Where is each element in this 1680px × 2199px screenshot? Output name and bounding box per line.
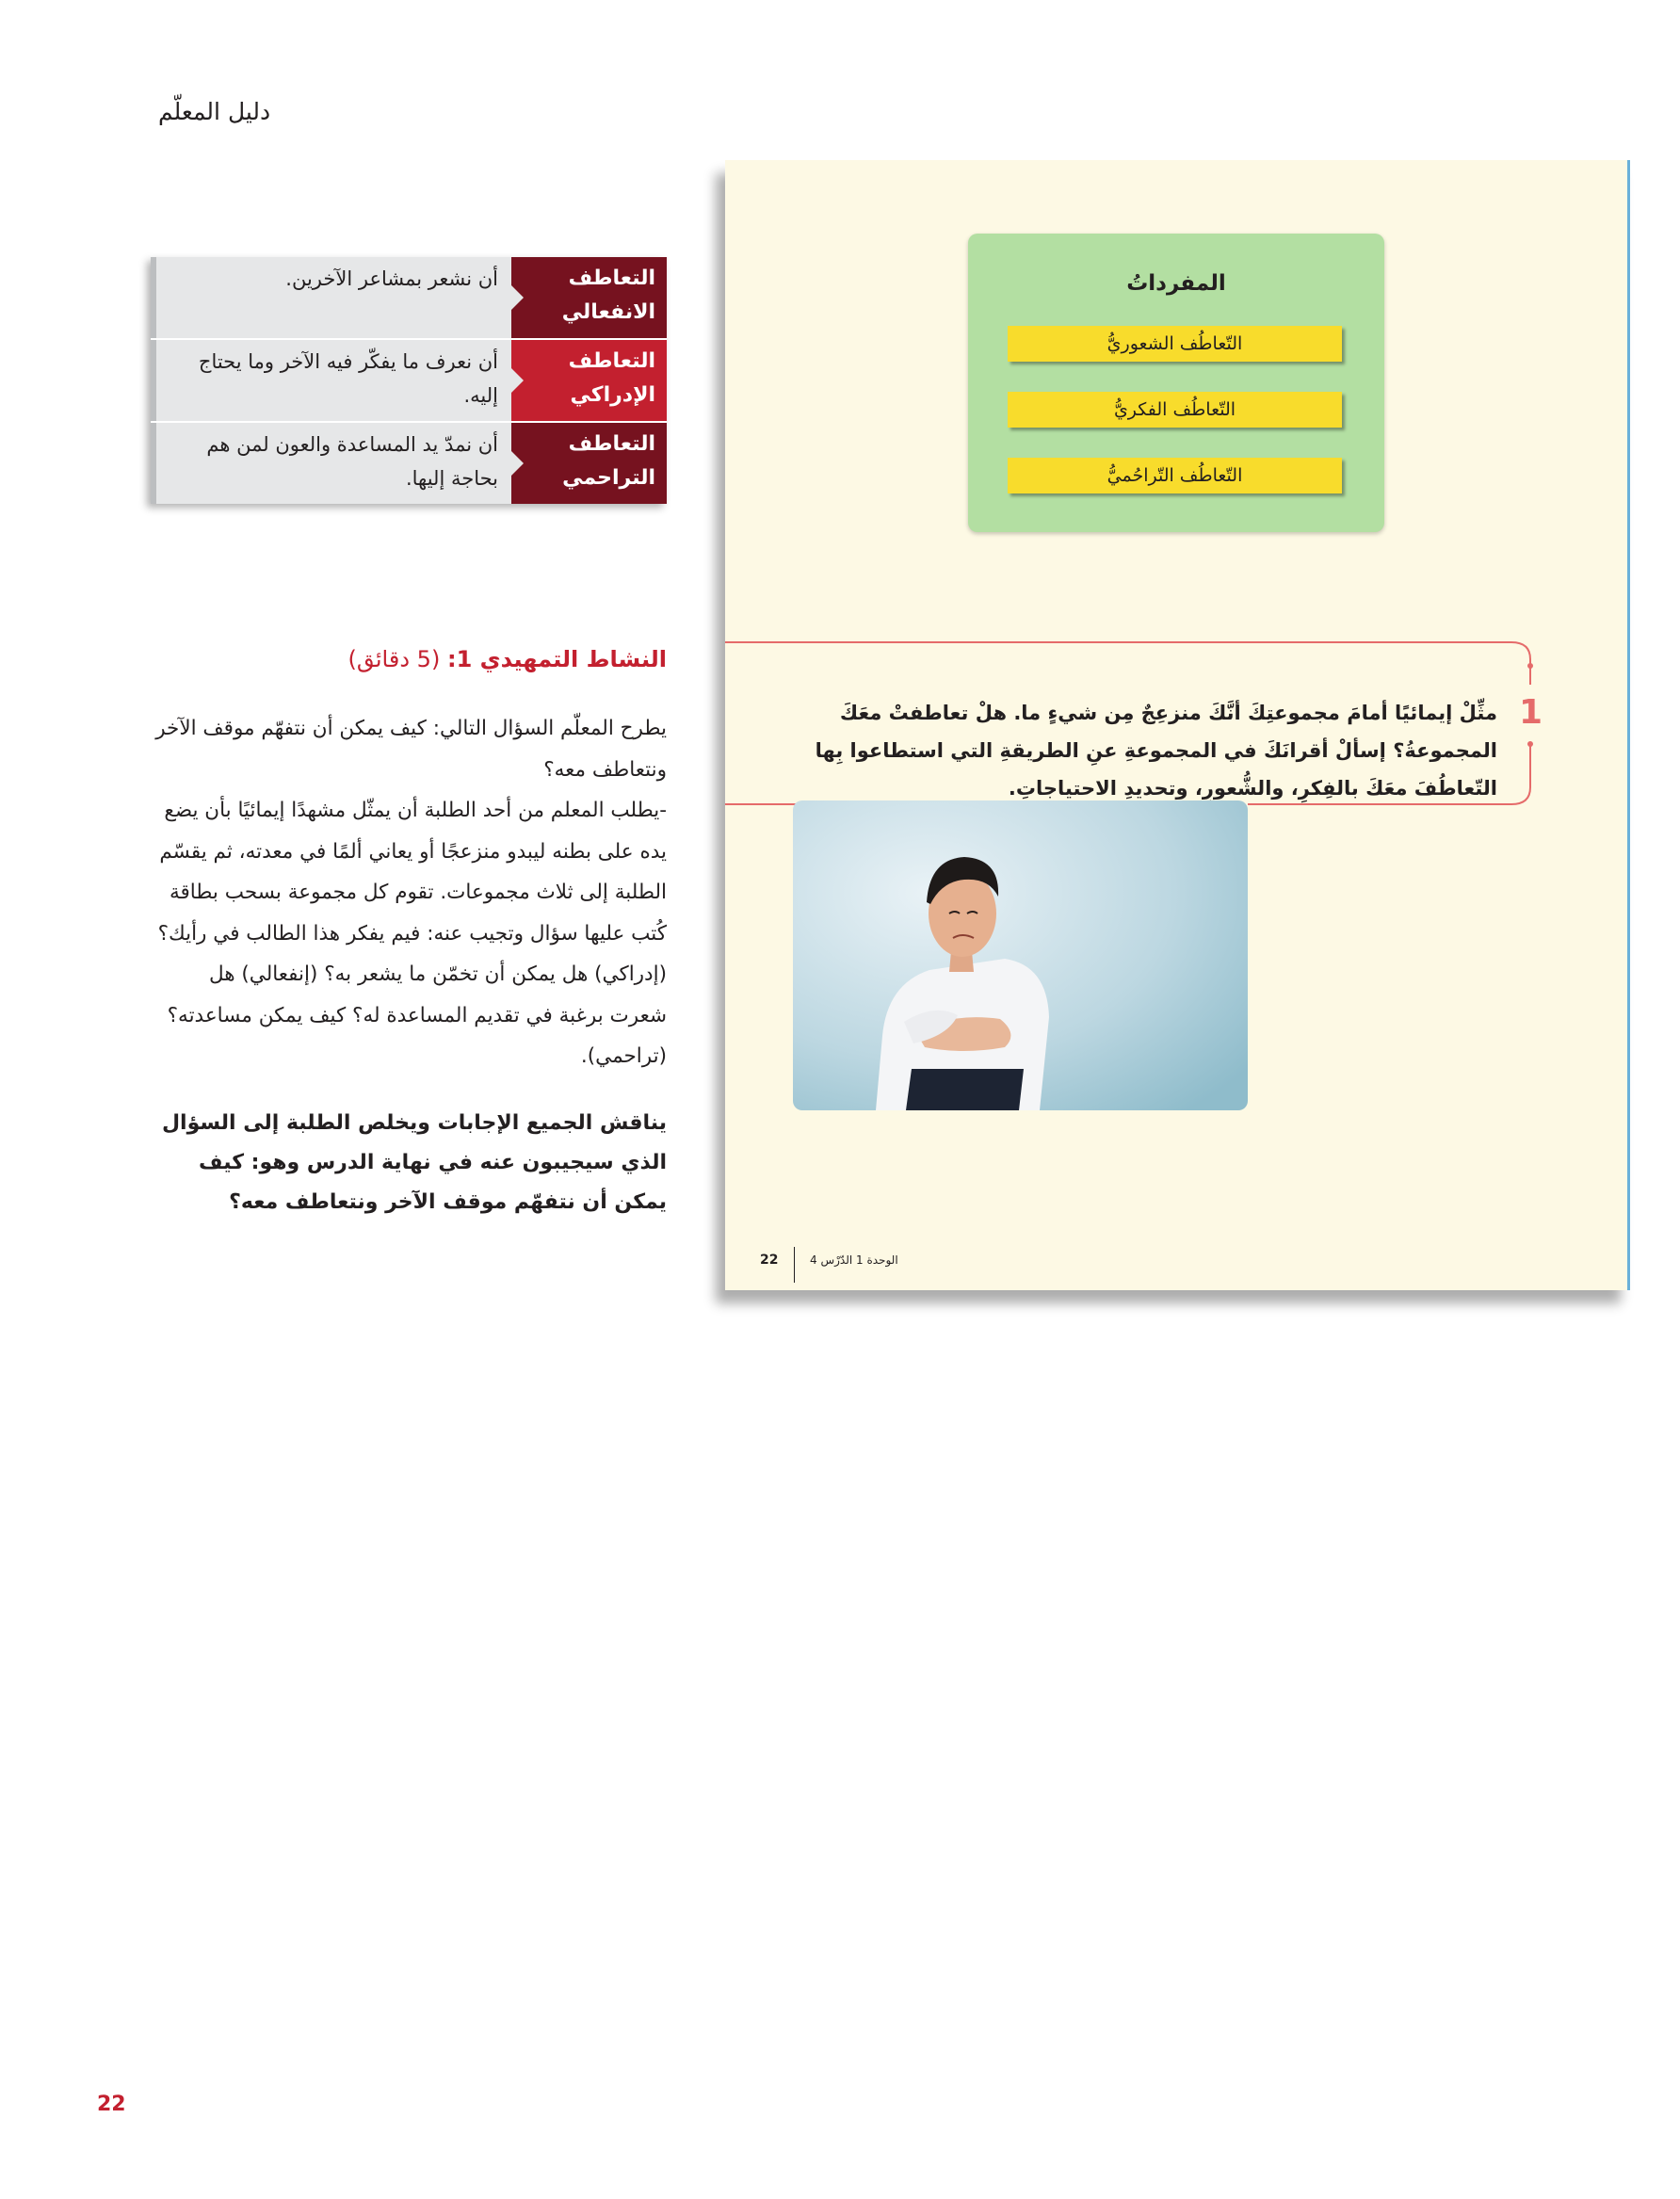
term-notch [510, 450, 524, 477]
vocabulary-item: التّعاطُف التّراحُميُّ [1008, 458, 1342, 493]
question-text: مثِّلْ إيمائيًا أمامَ مجموعتِكَ أنَّكَ منزعِجٌ مِن شيءٍ ما. هلْ تعاطفتْ معَكَ المجموعةُ؟ إسألْ أقرانَكَ في المجموعةِ عنِ الطريقةِ التي استطاعوا بِها التّعاطُفَ معَكَ بالفِكرِ، والشُّعورِ، وتحديدِ الاحتياجاتِ. [815, 702, 1497, 800]
activity-title-bold: النشاط التمهيدي 1: [446, 646, 667, 672]
term-notch [510, 284, 524, 311]
definition-row-cognitive [151, 340, 667, 421]
footer-separator [794, 1247, 795, 1283]
activity-paragraph-1: يطرح المعلّم السؤال التالي: كيف يمكن أن نتفهّم موقف الآخر ونتعاطف معه؟ [155, 717, 667, 782]
definition-row-compassionate [151, 423, 667, 504]
activity-title [151, 646, 667, 672]
term-label: التعاطف التراحمي [562, 432, 655, 490]
definition-term [511, 340, 667, 421]
teacher-guide-label: دليل المعلّم [158, 98, 271, 125]
vocabulary-title: المفرداتُ [1126, 271, 1226, 296]
term-label: التعاطف الانفعالي [561, 267, 655, 324]
teacher-page-number: 22 [97, 2093, 126, 2116]
vocabulary-item: التّعاطُف الفكريُّ [1008, 392, 1342, 428]
definition-text: أن نعرف ما يفكّر فيه الآخر وما يحتاج إليه. [151, 340, 511, 421]
definition-term [511, 423, 667, 504]
unit-lesson-label: الوحدة 1 الدّرْس 4 [810, 1253, 898, 1267]
term-notch [510, 367, 524, 394]
student-stomach-ache-photo [793, 800, 1248, 1110]
definition-term [511, 257, 667, 338]
student-page-number: 22 [760, 1253, 779, 1268]
definition-row-emotional [151, 257, 667, 338]
student-page [725, 160, 1630, 1290]
activity-paragraph-2: -يطلب المعلم من أحد الطلبة أن يمثّل مشهدًا إيمائيًا بأن يضع يده على بطنه ليبدو منزعجًا أو يعاني ألمًا في معدته، ثم يقسّم الطلبة إلى ثلاث مجموعات. تقوم كل مجموعة بسحب بطاقة كُتب عليها سؤال وتجيب عنه: فيم يفكر هذا الطالب في رأيك؟ (إدراكي) هل يمكن أن تخمّن ما يشعر به؟ (إنفعالي) هل شعرت برغبة في تقديم المساعدة له؟ كيف يمكن مساعدته؟ (تراحمي). [157, 799, 667, 1068]
vocabulary-item: التّعاطُف الشعوريُّ [1008, 326, 1342, 362]
activity-duration: (5 دقائق) [347, 646, 441, 672]
definitions-table [151, 257, 667, 504]
activity-body [151, 708, 667, 1077]
vocabulary-box [968, 234, 1384, 532]
definition-text: أن نشعر بمشاعر الآخرين. [151, 257, 511, 338]
term-label: التعاطف الإدراكي [568, 349, 655, 407]
activity-summary: يناقش الجميع الإجابات ويخلص الطلبة إلى السؤال الذي سيجيبون عنه في نهاية الدرس وهو: كيف يمكن أن نتفهّم موقف الآخر ونتعاطف معه؟ [161, 1111, 667, 1214]
definition-text: أن نمدّ يد المساعدة والعون لمن هم بحاجة إليها. [151, 423, 511, 504]
question-number: 1 [1519, 693, 1543, 732]
